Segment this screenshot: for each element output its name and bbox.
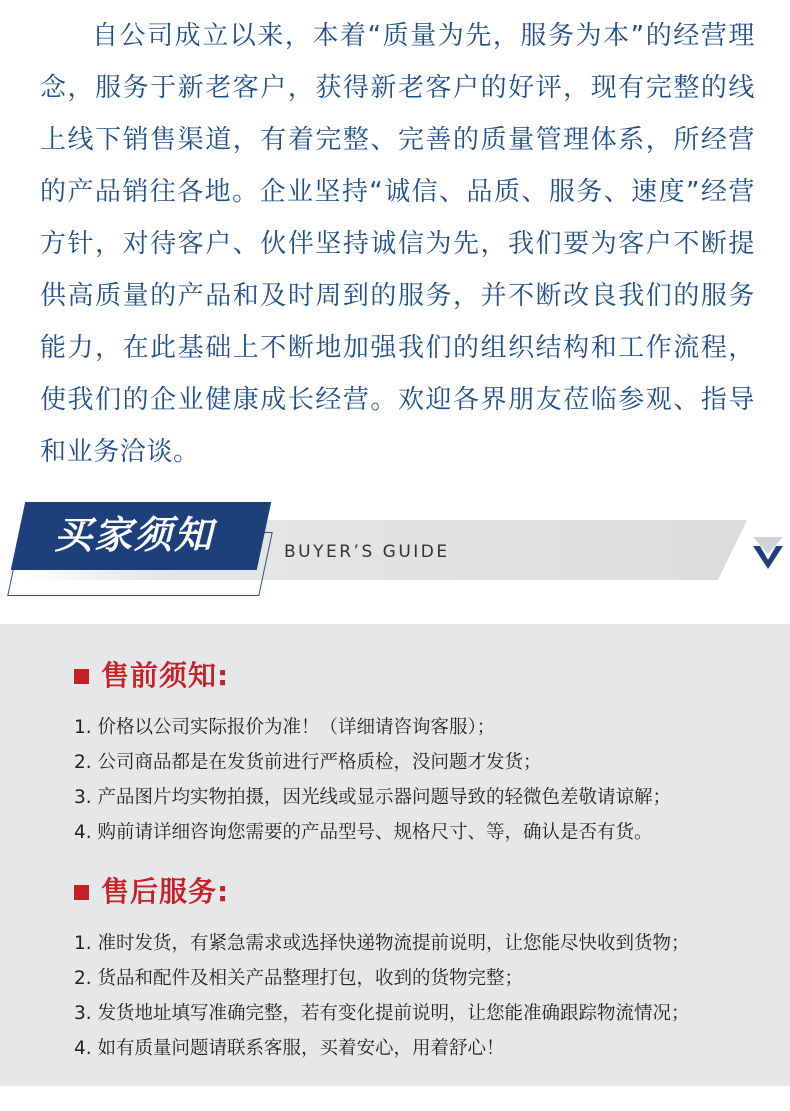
- buyers-guide-banner: [0, 498, 790, 602]
- pre-sale-header: [74, 654, 671, 698]
- after-sale-header: [74, 870, 690, 914]
- list-item: 2. 货品和配件及相关产品整理打包，收到的货物完整；: [74, 968, 524, 989]
- banner-subtitle: BUYER’S GUIDE: [284, 542, 450, 562]
- after-sale-list: [74, 926, 690, 1066]
- list-item: 4. 如有质量问题请联系客服，买着安心，用着舒心！: [74, 1038, 505, 1059]
- pre-sale-section: [74, 654, 671, 850]
- list-item: 3. 产品图片均实物拍摄，因光线或显示器问题导致的轻微色差敬请谅解；: [74, 787, 672, 808]
- banner-title: 买家须知: [54, 513, 215, 557]
- after-sale-title: 售后服务:: [101, 875, 230, 908]
- company-intro-paragraph: 自公司成立以来，本着“质量为先，服务为本”的经营理念，服务于新老客户，获得新老客户的好评，现有完整的线上线下销售渠道，有着完整、完善的质量管理体系，所经营的产品销往各地。企业坚持“诚信、品质、服务、速度”经营方针，对待客户、伙伴坚持诚信为先，我们要为客户不断提供高质量的产品和及时周到的服务，并不断改良我们的服务能力，在此基础上不断地加强我们的组织结构和工作流程，使我们的企业健康成长经营。欢迎各界朋友莅临参观、指导和业务洽谈。: [40, 21, 755, 467]
- list-item: 2. 公司商品都是在发货前进行严格质检，没问题才发货；: [74, 752, 542, 773]
- pre-sale-list: [74, 710, 671, 850]
- chevron-down-icon: [752, 536, 784, 570]
- notice-panel: [0, 624, 790, 1086]
- pre-sale-title: 售前须知:: [101, 659, 230, 692]
- list-item: 3. 发货地址填写准确完整，若有变化提前说明，让您能准确跟踪物流情况；: [74, 1003, 690, 1024]
- after-sale-section: [74, 870, 690, 1066]
- list-item: 1. 价格以公司实际报价为准！（详细请咨询客服）；: [74, 717, 496, 738]
- square-bullet-icon: [74, 669, 89, 684]
- list-item: 1. 准时发货，有紧急需求或选择快递物流提前说明，让您能尽快收到货物；: [74, 933, 690, 954]
- list-item: 4. 购前请详细咨询您需要的产品型号、规格尺寸、等，确认是否有货。: [74, 822, 653, 843]
- square-bullet-icon: [74, 885, 89, 900]
